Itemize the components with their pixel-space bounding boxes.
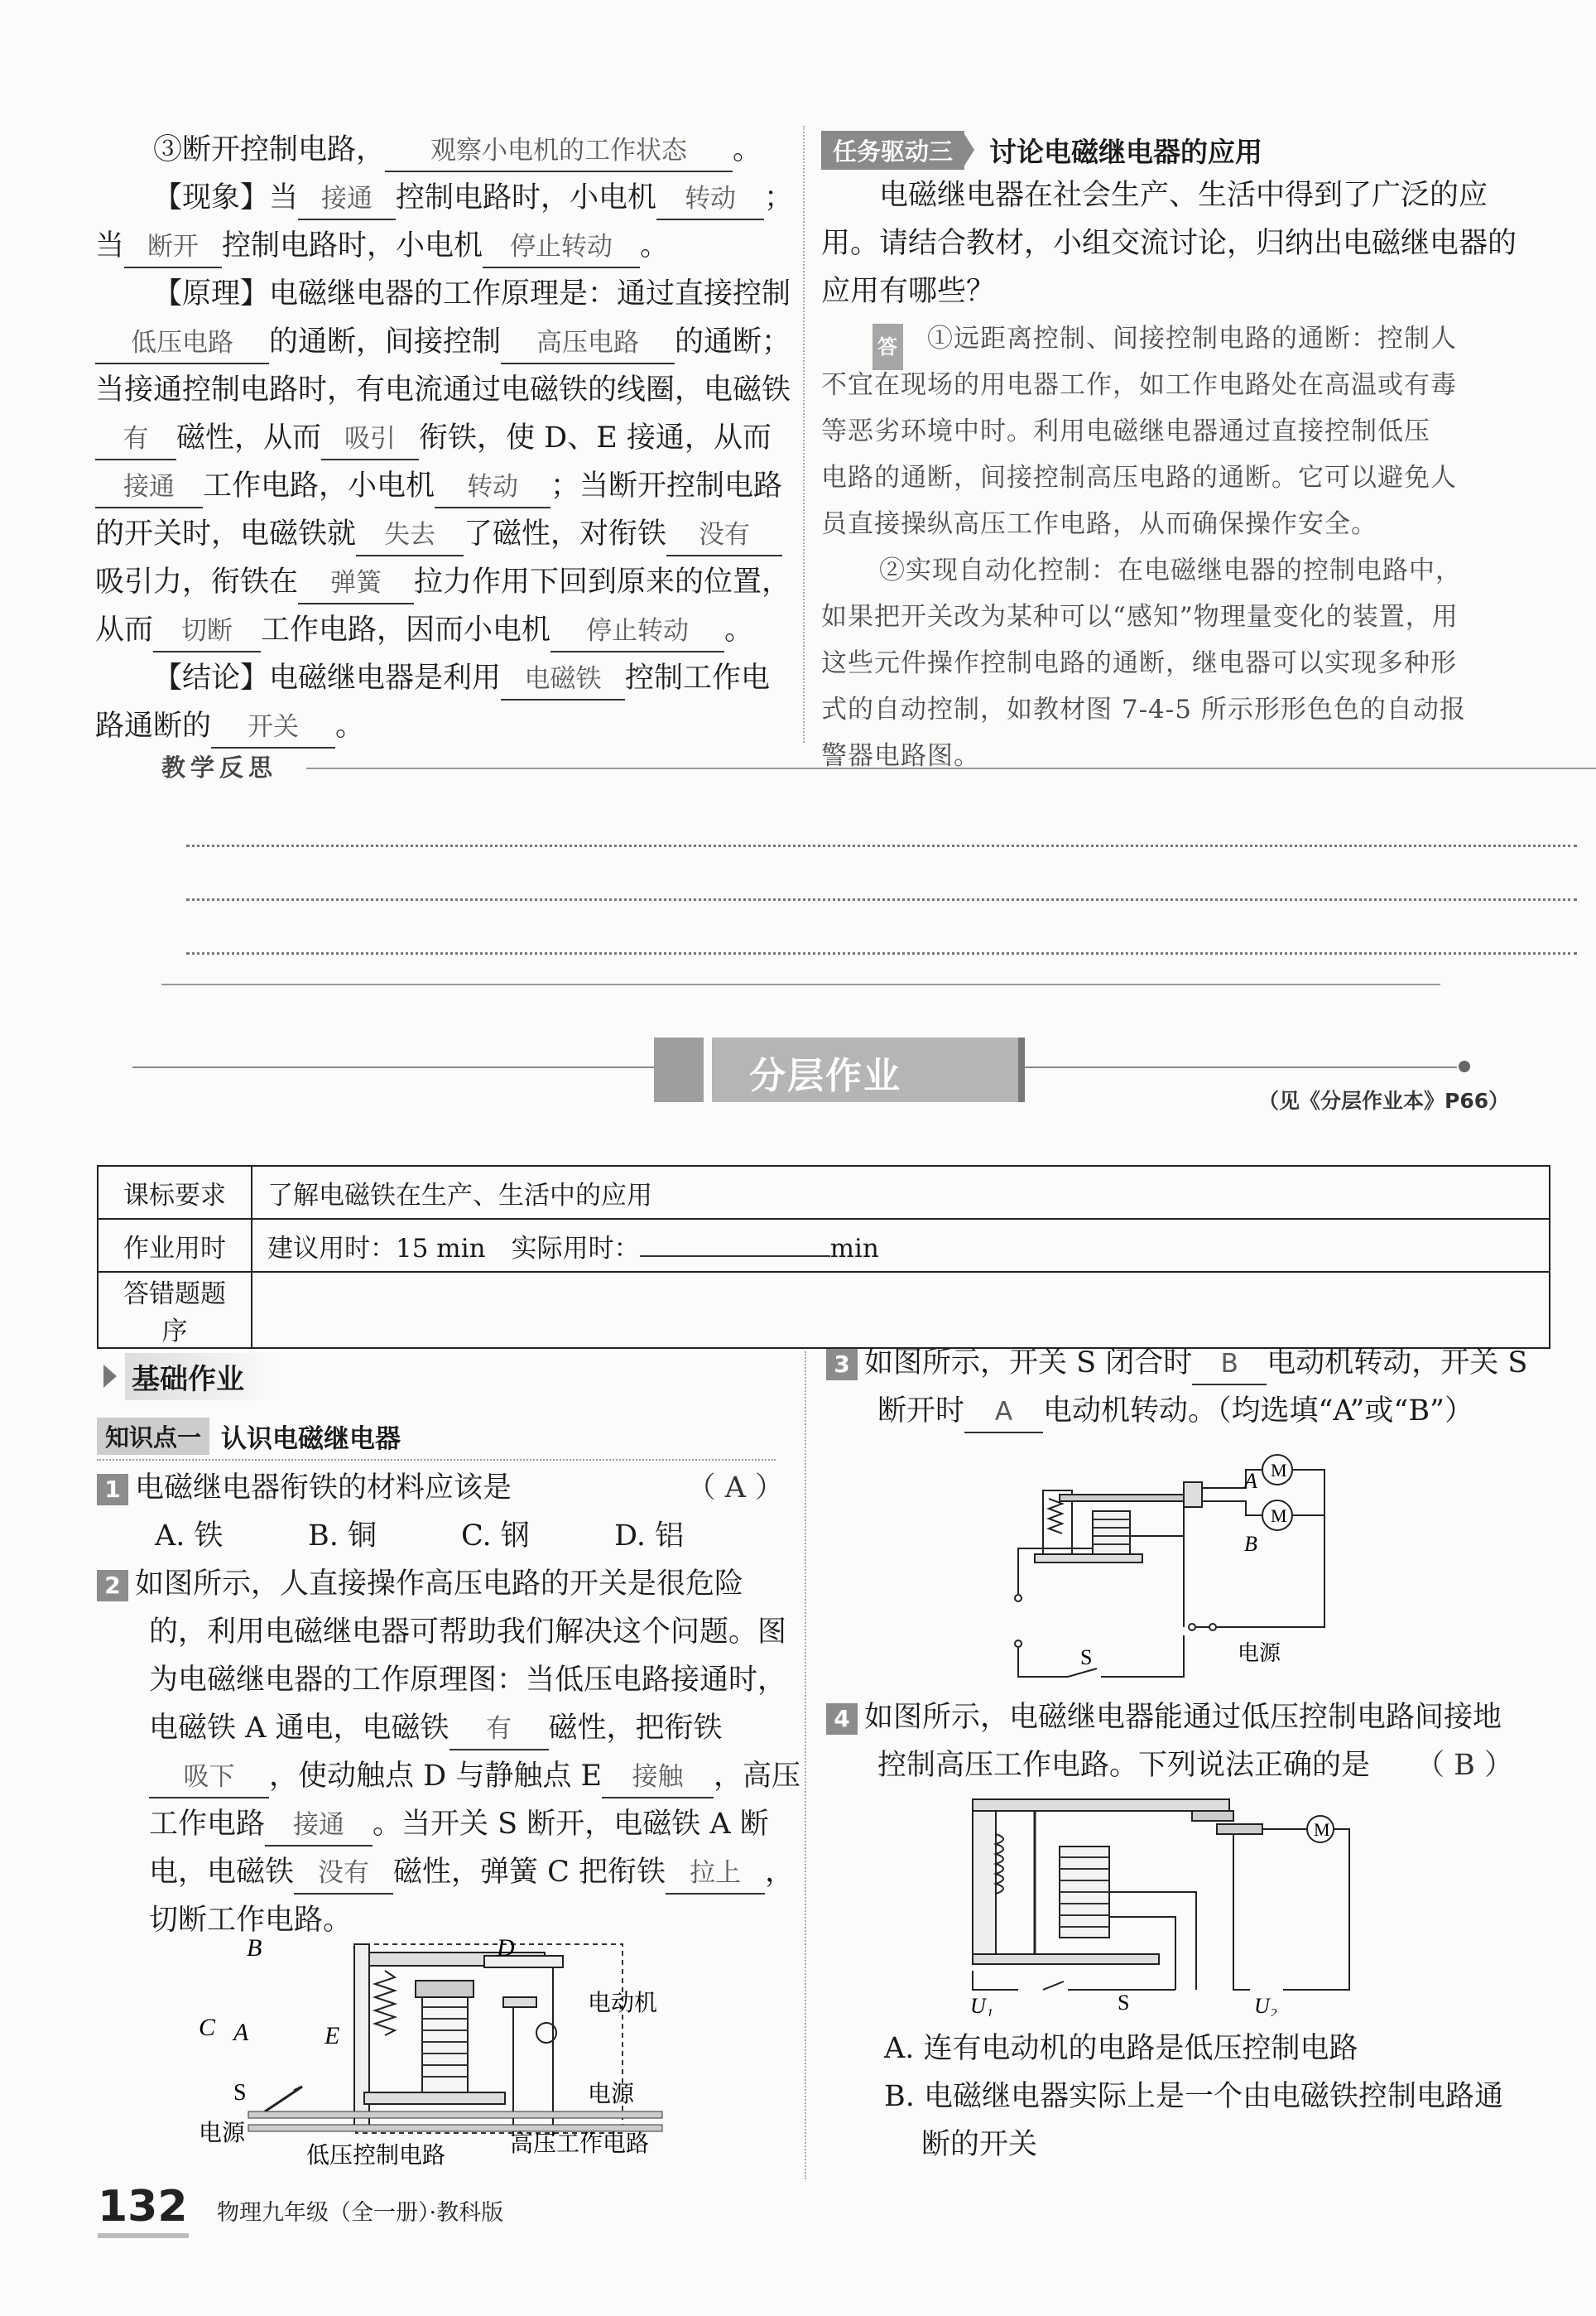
basic-homework-section xyxy=(97,1351,801,1944)
motor-A-symbol: M xyxy=(1271,1460,1287,1481)
label-A: A xyxy=(233,2019,249,2046)
core-top xyxy=(416,1981,474,1997)
answer-fill: 切断 xyxy=(153,611,261,652)
question-2-line: 切断工作电路。 xyxy=(149,1904,353,1937)
label-B: B xyxy=(247,1938,262,1962)
answer-line: 警器电路图。 xyxy=(821,741,980,771)
switch-S xyxy=(1043,1981,1064,1990)
answer-line: 员直接操纵高压工作电路，从而确保操作安全。 xyxy=(821,509,1377,539)
answer-line: 等恶劣环境中时。利用电磁继电器通过直接控制低压 xyxy=(821,416,1430,446)
page-number: 132 xyxy=(98,2182,188,2232)
question-4-block xyxy=(826,1693,1513,1789)
label-S: S xyxy=(233,2080,247,2106)
armature xyxy=(973,1799,1229,1811)
answer-fill: 停止转动 xyxy=(550,611,724,652)
table-row xyxy=(98,1272,1550,1348)
basic-heading-text: 基础作业 xyxy=(125,1353,277,1400)
answer-fill: 拉上 xyxy=(666,1853,765,1895)
q1-answer: （ A ） xyxy=(686,1471,784,1505)
answer-line: ②实现自动化控制：在电磁继电器的控制电路中， xyxy=(879,556,1462,585)
answer-line: 电路的通断，间接控制高压电路的通断。它可以避免人 xyxy=(821,463,1457,493)
answer-fill: 有 xyxy=(449,1709,549,1750)
relay-figure-q2 xyxy=(199,1938,695,2165)
question-3-line: 断开时 A 电动机转动。（均选填“A”或“B”） xyxy=(826,1387,1513,1435)
wrong-questions-input[interactable] xyxy=(252,1272,1550,1348)
answer-line: 这些元件操作控制电路的通断，继电器可以实现多种形 xyxy=(821,648,1457,678)
reflection-top-rule xyxy=(306,768,1596,769)
table-row xyxy=(98,1166,1550,1219)
info-table xyxy=(97,1165,1550,1349)
reflection-title: 教学反思 xyxy=(161,754,278,782)
table-key: 答错题题序 xyxy=(98,1272,252,1348)
conclusion-line: 路通断的 开关 。 xyxy=(95,702,782,750)
answer-fill: 断开 xyxy=(124,227,222,268)
q1-options xyxy=(97,1512,784,1560)
label-U1: U₁ xyxy=(970,1994,993,2016)
label-B: B xyxy=(1244,1532,1257,1556)
question-number: 2 xyxy=(97,1570,128,1601)
task-question: 用。请结合教材，小组交流讨论，归纳出电磁继电器的 xyxy=(821,227,1517,260)
question-1: 1 电磁继电器衔铁的材料应该是 （ A ） xyxy=(97,1464,784,1512)
label-E: E xyxy=(324,2022,340,2049)
relay-figure-q4 xyxy=(969,1793,1358,2016)
right-top-section xyxy=(821,128,1517,779)
label-S: S xyxy=(1118,1991,1130,2015)
label-motor: 电动机 xyxy=(588,1991,658,2016)
label-S: S xyxy=(1080,1645,1093,1669)
spring xyxy=(375,1971,395,2035)
option: A. 铁 xyxy=(155,1519,224,1553)
label-low-voltage-circuit: 低压控制电路 xyxy=(306,2143,446,2165)
label-C: C xyxy=(199,2014,216,2041)
principle-line: 接通 工作电路，小电机 转动 ；当断开控制电路 xyxy=(95,462,782,510)
column-divider-bottom xyxy=(805,1351,806,2179)
writing-line xyxy=(186,952,1577,955)
contacts xyxy=(1184,1482,1202,1507)
question-number: 4 xyxy=(826,1703,858,1735)
task-question: 电磁继电器在社会生产、生活中得到了广泛的应 xyxy=(879,179,1488,212)
answer-fill: 接触 xyxy=(602,1757,714,1798)
answer-fill: B xyxy=(1192,1344,1267,1385)
option-B: B. 电磁继电器实际上是一个由电磁铁控制电路通 xyxy=(884,2080,1503,2113)
motor-B-symbol: M xyxy=(1271,1505,1287,1526)
principle-line: 低压电路 的通断，间接控制 高压电路 的通断； xyxy=(95,318,782,366)
relay-figure-q3 xyxy=(997,1445,1345,1693)
option: D. 铝 xyxy=(614,1519,685,1553)
switch-S xyxy=(265,2087,302,2111)
label-power: 电源 xyxy=(1238,1641,1281,1665)
switch-S xyxy=(1068,1668,1097,1677)
option: C. 钢 xyxy=(461,1519,530,1553)
answer-fill: 没有 xyxy=(666,515,782,556)
base-plate xyxy=(364,2092,505,2104)
answer-tag: 答 xyxy=(873,324,903,370)
homework-ref: （见《分层作业本》P66） xyxy=(1258,1089,1510,1113)
kp-tag: 知识点一 xyxy=(97,1418,209,1455)
answer-fill: 电磁铁 xyxy=(501,659,625,701)
label-power-high: 电源 xyxy=(588,2082,635,2107)
homework-banner xyxy=(654,1038,1018,1102)
answer-fill: 转动 xyxy=(656,179,764,220)
tag-arrow-icon xyxy=(964,134,974,166)
principle-line: 【原理】电磁继电器的工作原理是：通过直接控制 xyxy=(153,277,791,311)
answer-line: 如果把开关改为某种可以“感知”物理量变化的装置，用 xyxy=(821,602,1459,632)
banner-title: 分层作业 xyxy=(749,1055,901,1097)
right-questions xyxy=(826,1339,1528,1435)
question-4: 4 如图所示，电磁继电器能通过低压控制电路间接地 xyxy=(826,1693,1513,1741)
answer-fill: 有 xyxy=(95,419,176,460)
label-D: D xyxy=(497,1938,515,1962)
answer-fill: 吸下 xyxy=(149,1757,269,1798)
column-divider xyxy=(803,126,805,743)
principle-line: 的开关时，电磁铁就 失去 了磁性，对衔铁 没有 xyxy=(95,510,782,558)
answer-fill: 吸引 xyxy=(321,419,419,460)
frame-post xyxy=(973,1811,996,1956)
option-B-cont: 断的开关 xyxy=(921,2128,1038,2161)
answer-fill: 转动 xyxy=(435,467,550,508)
question-2-line: 吸下 ，使动触点 D 与静触点 E 接触 ，高压 xyxy=(97,1752,784,1800)
table-key: 课标要求 xyxy=(98,1166,252,1219)
label-A: A xyxy=(1244,1469,1257,1493)
reflection-bottom-rule xyxy=(161,984,1440,985)
page-number-bar xyxy=(98,2233,189,2238)
question-4-line: 控制高压工作电路。下列说法正确的是 （ B ） xyxy=(826,1741,1513,1789)
principle-line: 吸引力，衔铁在 弹簧 拉力作用下回到原来的位置， xyxy=(95,558,782,606)
answer-fill: 接通 xyxy=(265,1805,373,1847)
principle-line: 从而 切断 工作电路，因而小电机 停止转动 。 xyxy=(95,606,782,654)
q4-options xyxy=(884,2025,1530,2169)
banner-rule-end xyxy=(1459,1061,1470,1072)
book-title: 物理九年级（全一册）·教科版 xyxy=(217,2200,504,2226)
q4-answer: （ B ） xyxy=(1416,1749,1513,1782)
basic-heading xyxy=(97,1351,784,1401)
answer-fill: 低压电路 xyxy=(95,323,269,364)
label-power-low: 电源 xyxy=(199,2121,246,2146)
task-header xyxy=(821,128,1508,171)
banner-logo-icon xyxy=(654,1038,704,1102)
question-2-line: 为电磁继电器的工作原理图：当低压电路接通时， xyxy=(149,1664,787,1697)
task-tag: 任务驱动三 xyxy=(821,131,964,170)
answer-fill: 没有 xyxy=(294,1853,393,1895)
writing-line xyxy=(186,898,1577,901)
answer-fill: 接通 xyxy=(95,467,203,508)
question-2-line: 的，利用电磁继电器可帮助我们解决这个问题。图 xyxy=(149,1615,787,1649)
table-row xyxy=(98,1219,1550,1272)
kp-title: 认识电磁继电器 xyxy=(221,1423,401,1454)
question-number: 1 xyxy=(97,1474,128,1505)
question-number: 3 xyxy=(826,1349,858,1380)
reflection-box xyxy=(161,749,1440,981)
question-2: 2 如图所示，人直接操作高压电路的开关是很危险 xyxy=(97,1560,784,1608)
table-key: 作业用时 xyxy=(98,1219,252,1272)
heading-arrow-icon xyxy=(103,1365,117,1388)
task-question: 应用有哪些？ xyxy=(821,275,996,308)
step3-line: ③断开控制电路， 观察小电机的工作状态 。 xyxy=(95,126,782,174)
option: B. 铜 xyxy=(308,1519,377,1553)
task-title: 讨论电磁继电器的应用 xyxy=(989,135,1263,168)
answer-fill: 失去 xyxy=(356,515,464,556)
electromagnet-coil xyxy=(422,1997,468,2092)
answer-line: 答 ①远距离控制、间接控制电路的通断：控制人 xyxy=(821,315,1508,362)
principle-line: 有 磁性，从而 吸引 衔铁，使 D、E 接通，从而 xyxy=(95,414,782,462)
principle-line: 当接通控制电路时，有电流通过电磁铁的线圈，电磁铁 xyxy=(95,373,791,407)
question-2-line: 电，电磁铁 没有 磁性，弹簧 C 把衔铁 拉上 ， xyxy=(97,1848,784,1896)
spring xyxy=(1049,1499,1062,1534)
contact-E xyxy=(503,1997,536,2007)
answer-fill: 观察小电机的工作状态 xyxy=(385,131,733,172)
writing-line xyxy=(186,845,1577,847)
phenomenon-line: 【现象】当 接通 控制电路时，小电机 转动 ； xyxy=(95,174,782,222)
answer-fill: 弹簧 xyxy=(298,563,414,604)
label-U2: U₂ xyxy=(1254,1994,1277,2016)
answer-fill: 停止转动 xyxy=(483,227,640,268)
actual-time-input[interactable] xyxy=(640,1255,830,1257)
option-A: A. 连有电动机的电路是低压控制电路 xyxy=(884,2032,1358,2065)
answer-line: 式的自动控制，如教材图 7-4-5 所示形形色色的自动报 xyxy=(821,695,1466,725)
question-3: 3 如图所示，开关 S 闭合时 B 电动机转动，开关 S xyxy=(826,1339,1513,1387)
knowledge-point-header xyxy=(97,1413,776,1461)
armature xyxy=(1060,1495,1184,1501)
spring xyxy=(996,1834,1003,1894)
question-2-line: 电磁铁 A 通电，电磁铁 有 磁性，把衔铁 xyxy=(97,1704,784,1752)
answer-fill: 开关 xyxy=(211,707,335,749)
label-high-voltage-circuit: 高压工作电路 xyxy=(510,2131,650,2157)
answer-fill: 高压电路 xyxy=(501,323,675,364)
table-value: 了解电磁铁在生产、生活中的应用 xyxy=(252,1166,1550,1219)
table-value: 建议用时：15 min 实际用时： min xyxy=(252,1219,1550,1272)
left-top-section xyxy=(95,126,794,750)
question-2-line: 工作电路 接通 。当开关 S 断开，电磁铁 A 断 xyxy=(97,1800,784,1848)
answer-line: 不宜在现场的用电器工作，如工作电路处在高温或有毒 xyxy=(821,370,1457,400)
answer-fill: A xyxy=(964,1392,1043,1433)
phenomenon-line-2: 当 断开 控制电路时，小电机 停止转动 。 xyxy=(95,222,782,270)
motor-symbol: M xyxy=(1314,1819,1330,1840)
electromagnet-coil xyxy=(1093,1511,1130,1554)
conclusion-line: 【结论】电磁继电器是利用 电磁铁 控制工作电 xyxy=(95,654,782,702)
answer-fill: 接通 xyxy=(298,179,396,220)
contacts xyxy=(1192,1811,1233,1821)
